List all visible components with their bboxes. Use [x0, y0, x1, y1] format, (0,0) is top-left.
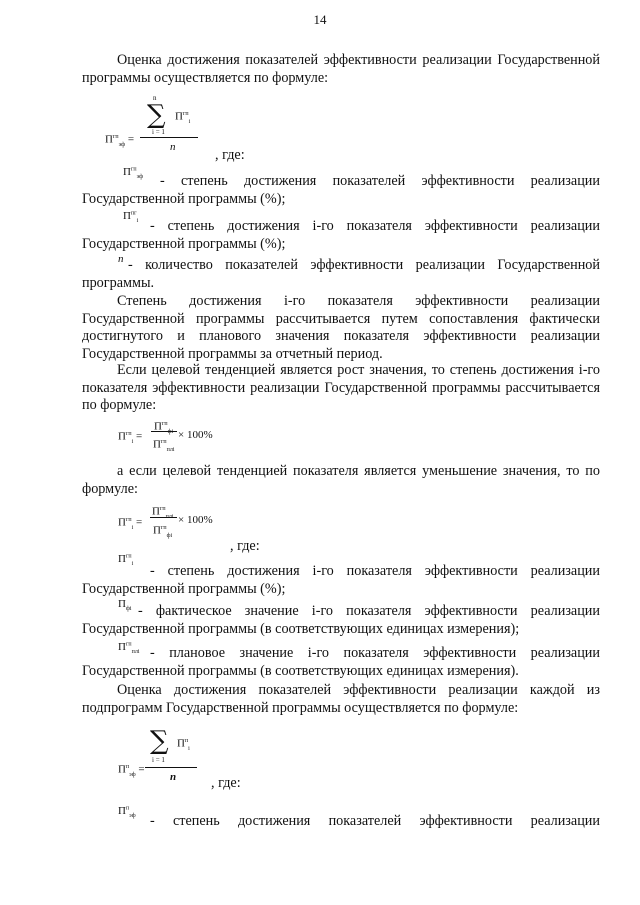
def3-symbol: n: [118, 253, 124, 265]
sigma-symbol: ∑: [150, 726, 169, 756]
sigma-lower-limit: i = 1: [152, 756, 165, 764]
paragraph-degree: Степень достижения i-го показателя эффективности реализации Государственной программы рассчитывается путем сопоставления фактически достигнутого и планового значения показателя эффективности реализации Государственной программы за отчетный период.: [82, 293, 600, 362]
formula2-multiplier: × 100%: [178, 429, 213, 441]
paragraph-decrease: а если целевой тенденцией показателя является уменьшение значения, то по формуле:: [82, 463, 600, 497]
paragraph-intro: Оценка достижения показателей эффективности реализации Государственной программы осуществляется по формуле:: [82, 52, 600, 86]
def7-symbol: $П^п_{эф}$: [118, 805, 136, 820]
def3-text: - количество показателей эффективности реализации Государственной программы.: [82, 257, 600, 291]
def5-text: - фактическое значение i-го показателя эффективности реализации Государственной программы (в соответствующих единицах измерения);: [82, 603, 600, 637]
formula3-numerator: $П^{гп}_{плi}$: [152, 505, 174, 520]
formula3-denominator: $П^{гп}_{фi}$: [153, 524, 173, 539]
def6-symbol: $П^{гп}_{плi}$: [118, 641, 140, 656]
fraction-line: [140, 137, 198, 138]
formula4-denominator: n: [170, 771, 177, 783]
fraction-line: [145, 767, 197, 768]
formula1-lhs: $П^{гп}_{эф}$ =: [105, 133, 135, 148]
def4-symbol: $П^{гп}_i$: [118, 553, 134, 568]
formula1-denominator: n: [170, 141, 176, 153]
def5-symbol: $П_{фi}$: [118, 598, 132, 613]
formula1-where: , где:: [215, 147, 245, 163]
formula3-lhs: $П^{гп}_i$ =: [118, 516, 143, 531]
formula3-multiplier: × 100%: [178, 514, 213, 526]
formula1-numerator: $П^{гп}_i$: [175, 110, 191, 125]
def4-text: - степень достижения i-го показателя эффективности реализации Государственной программы (%);: [82, 563, 600, 597]
def2-text: - степень достижения i-го показателя эффективности реализации Государственной программы (%);: [82, 218, 600, 252]
sigma-symbol: ∑: [147, 100, 166, 130]
sigma-upper-limit: n: [153, 94, 157, 102]
fraction-line: [150, 517, 177, 518]
paragraph-subprograms: Оценка достижения показателей эффективности реализации каждой из подпрограмм Государственной программы осуществляется по формуле:: [82, 682, 600, 716]
formula4-numerator: $П^п_i$: [177, 737, 190, 752]
def1-symbol: $П^{гп}_{эф}$: [123, 166, 144, 181]
page-number: 14: [313, 12, 327, 27]
def1-text: - степень достижения показателей эффективности реализации Государственной программы (%);: [82, 173, 600, 207]
def6-text: - плановое значение i-го показателя эффективности реализации Государственной программы (в соответствующих единицах измерения).: [82, 645, 600, 679]
formula3-where: , где:: [230, 538, 260, 554]
formula2-numerator: $П^{гп}_{фi}$: [154, 420, 174, 435]
formula2-denominator: $П^{гп}_{плi}$: [153, 438, 175, 453]
def7-text: - степень достижения показателей эффективности реализации: [150, 813, 600, 829]
formula4-lhs: $П^п_{эф}$ =: [118, 763, 145, 778]
def2-symbol: $П^{пг}_i$: [123, 210, 139, 225]
fraction-line: [151, 431, 177, 432]
sigma-lower-limit: i = 1: [152, 128, 165, 136]
formula4-where: , где:: [211, 775, 241, 791]
paragraph-growth: Если целевой тенденцией является рост значения, то степень достижения i-го показателя эффективности реализации Государственной программы рассчитывается по формуле:: [82, 362, 600, 414]
formula2-lhs: $П^{гп}_i$ =: [118, 430, 143, 445]
